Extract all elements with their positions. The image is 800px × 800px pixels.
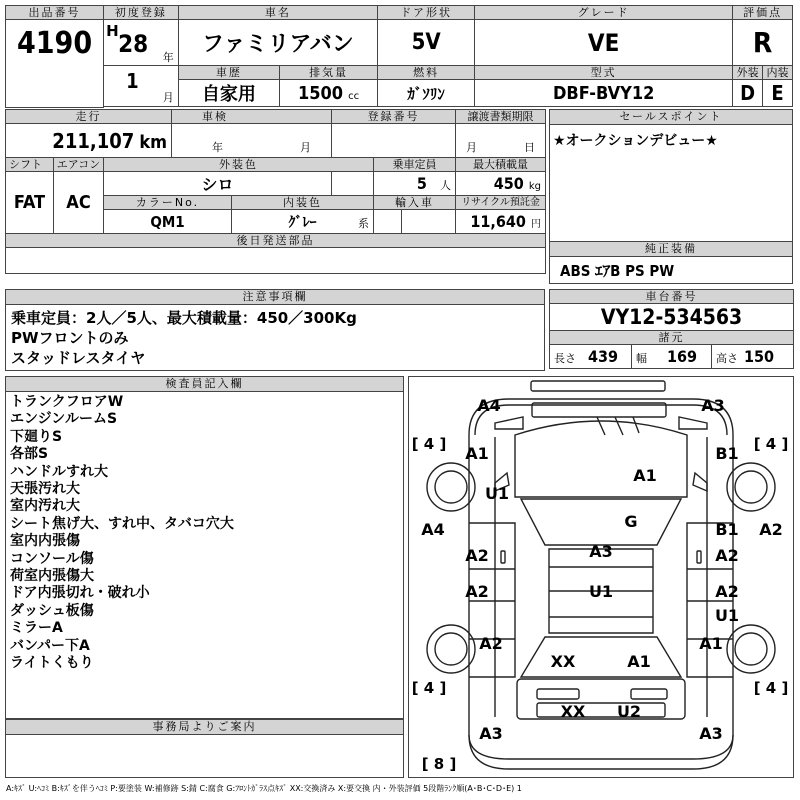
ac: AC [54,172,104,234]
later-parts-label: 後日発送部品 [6,234,546,248]
mileage-unit: km [139,131,167,153]
load-unit: kg [528,181,542,192]
year-unit: 年 [162,51,174,64]
details-table [5,109,546,274]
color-label: 外装色 [104,158,374,172]
damage-mark: A3 [589,542,613,561]
recycle-unit: 円 [531,219,542,230]
inspector-notes [6,392,403,673]
interior-color: ｸﾞﾚｰ [288,214,317,231]
header-table [5,5,793,108]
damage-mark: A4 [421,520,445,539]
interior: E [763,80,793,107]
exterior-label: 外装 [733,66,763,80]
displacement-label: 排気量 [280,66,378,80]
grade-label: グレード [475,6,733,20]
damage-mark: A3 [701,396,725,415]
inspector-note: 天張汚れ大 [10,481,80,498]
office-label: 事務局よりご案内 [6,720,403,735]
sales-point-label: セールスポイント [550,110,792,125]
shift-label: シフト [6,158,54,172]
inspector-note: ライトくもり [10,655,94,672]
caution-line: スタッドレスタイヤ [11,349,146,367]
equipment-label: 純正装備 [550,242,792,257]
inspector-note: コンソール傷 [10,550,94,567]
damage-mark: A2 [715,582,739,601]
recycle-label: リサイクル預託金 [456,196,546,210]
door: 5V [378,20,475,66]
car-outline [409,377,793,777]
width: 169 [667,347,698,366]
damage-mark: B1 [715,520,739,539]
inspector-note: 下廻りS [10,428,63,445]
tire-tread-label: [ 4 ] [411,679,447,697]
height: 150 [744,347,775,366]
transfer-month-unit: 月 [466,141,478,154]
inspector-note: 各部S [10,446,49,463]
damage-mark: A1 [627,652,651,671]
lot-number: 4190 [16,26,93,61]
model-label: 型式 [475,66,733,80]
chassis-table [549,289,794,369]
damage-mark: XX [560,702,586,721]
caution-line: 乗車定員：2人／5人、最大積載量：450／300Kg [11,309,357,327]
inspector-note: バンパー下A [10,637,90,654]
damage-mark: U1 [588,582,614,601]
inspector-note: エンジンルームS [10,411,118,428]
damage-mark: U1 [714,606,740,625]
damage-mark: A1 [699,634,723,653]
mileage: 211,107 [52,128,135,153]
inspector-note: 室内内張傷 [10,533,80,550]
damage-mark: A3 [479,724,503,743]
sales-point-box [549,109,793,257]
score: R [733,20,793,66]
month: 1 [126,69,139,93]
displacement-unit: cc [348,90,360,102]
era: H [106,22,119,40]
length-label: 長さ [554,352,576,365]
damage-mark: A2 [465,546,489,565]
color: シロ [104,172,332,196]
car-diagram [408,376,794,778]
damage-mark: B1 [715,444,739,463]
transfer-day-unit: 日 [524,141,536,154]
fuel-label: 燃料 [378,66,475,80]
inspector-note: ダッシュ板傷 [10,602,94,619]
spare-tire-label: [ 8 ] [421,755,457,773]
color-no-label: カラーNo. [104,196,232,210]
inspector-note: シート焦げ大、すれ中、タバコ穴大 [10,515,234,532]
car-name-label: 車名 [178,6,377,20]
damage-mark: A4 [477,396,501,415]
height-label: 高さ [716,352,738,365]
capacity: 5 [416,174,427,193]
lot-label: 出品番号 [6,6,104,20]
inspection-month-unit: 月 [300,141,311,154]
caution-box [5,289,545,371]
damage-mark: A2 [759,520,783,539]
equipment-box [549,241,793,284]
damage-mark: XX [550,652,576,671]
inspector-note: 荷室内張傷大 [10,568,94,585]
interior-color-suffix: 系 [358,217,369,230]
score-label: 評価点 [733,6,793,20]
load-label: 最大積載量 [456,158,546,172]
inspector-note: ミラーA [10,620,63,637]
month-unit: 月 [162,91,174,104]
damage-mark: A1 [465,444,489,463]
damage-mark: A3 [699,724,723,743]
capacity-label: 乗車定員 [374,158,456,172]
model: DBF-BVY12 [475,80,733,107]
caution-line: PWフロントのみ [11,329,129,347]
import-label: 輸入車 [374,196,456,210]
damage-mark: G [624,512,638,531]
inspector-box [5,376,404,719]
damage-mark: A1 [633,466,657,485]
fuel: ｶﾞｿﾘﾝ [378,80,475,107]
displacement: 1500 [297,82,344,104]
car-name: ファミリアバン [178,20,377,66]
year: 28 [118,30,149,58]
inspector-note: トランクフロアW [10,394,124,410]
door-label: ドア形状 [378,6,475,20]
plate-label: 登録番号 [332,110,456,124]
tire-tread-label: [ 4 ] [753,435,789,453]
inspector-note: ドア内張切れ・破れ小 [10,585,150,602]
exterior: D [733,80,763,107]
interior-color-label: 内装色 [232,196,374,210]
shift: FAT [6,172,54,234]
caution-label: 注意事項欄 [6,290,544,305]
mileage-label: 走行 [6,110,172,124]
damage-mark: A2 [465,582,489,601]
tire-tread-label: [ 4 ] [753,679,789,697]
transfer-label: 譲渡書類期限 [456,110,546,124]
capacity-unit: 人 [440,179,452,192]
length: 439 [588,347,619,366]
inspection-label: 車検 [172,110,332,124]
grade: VE [475,20,733,66]
damage-mark: A2 [479,634,503,653]
history: 自家用 [178,80,279,107]
first-reg-label: 初度登録 [104,6,179,20]
damage-mark: U1 [484,484,510,503]
tire-tread-label: [ 4 ] [411,435,447,453]
equipment: ABS ｴｱB PS PW [560,262,675,280]
width-label: 幅 [636,352,647,365]
interior-label: 内装 [763,66,793,80]
inspector-note: 室内汚れ大 [10,498,80,515]
inspector-note: ハンドルすれ大 [10,463,108,480]
history-label: 車歴 [178,66,279,80]
inspector-label: 検査員記入欄 [6,377,403,392]
office-box [5,719,404,778]
inspection-year-unit: 年 [212,141,223,154]
damage-mark: A2 [715,546,739,565]
sales-point-text: ★オークションデビュー★ [553,133,718,149]
spec-label: 諸元 [550,331,794,345]
color-no: QM1 [104,210,232,234]
chassis-label: 車台番号 [550,290,794,304]
recycle: 11,640 [470,212,526,231]
chassis-number: VY12-534563 [550,304,794,331]
legend-text: A:ｷｽﾞ U:ﾍｺﾐ B:ｷｽﾞを伴うﾍｺﾐ P:要塗装 W:補修跡 S:錆 C:腐食 G:ﾌﾛﾝﾄｶﾞﾗｽ点ｷｽﾞ XX:交換済み X:要交換 内・外装評価 5段階ﾗﾝｸ順(A･B･C･D･E) 1 [6,784,522,793]
load: 450 [493,174,524,193]
damage-mark: U2 [616,702,642,721]
ac-label: エアコン [54,158,104,172]
